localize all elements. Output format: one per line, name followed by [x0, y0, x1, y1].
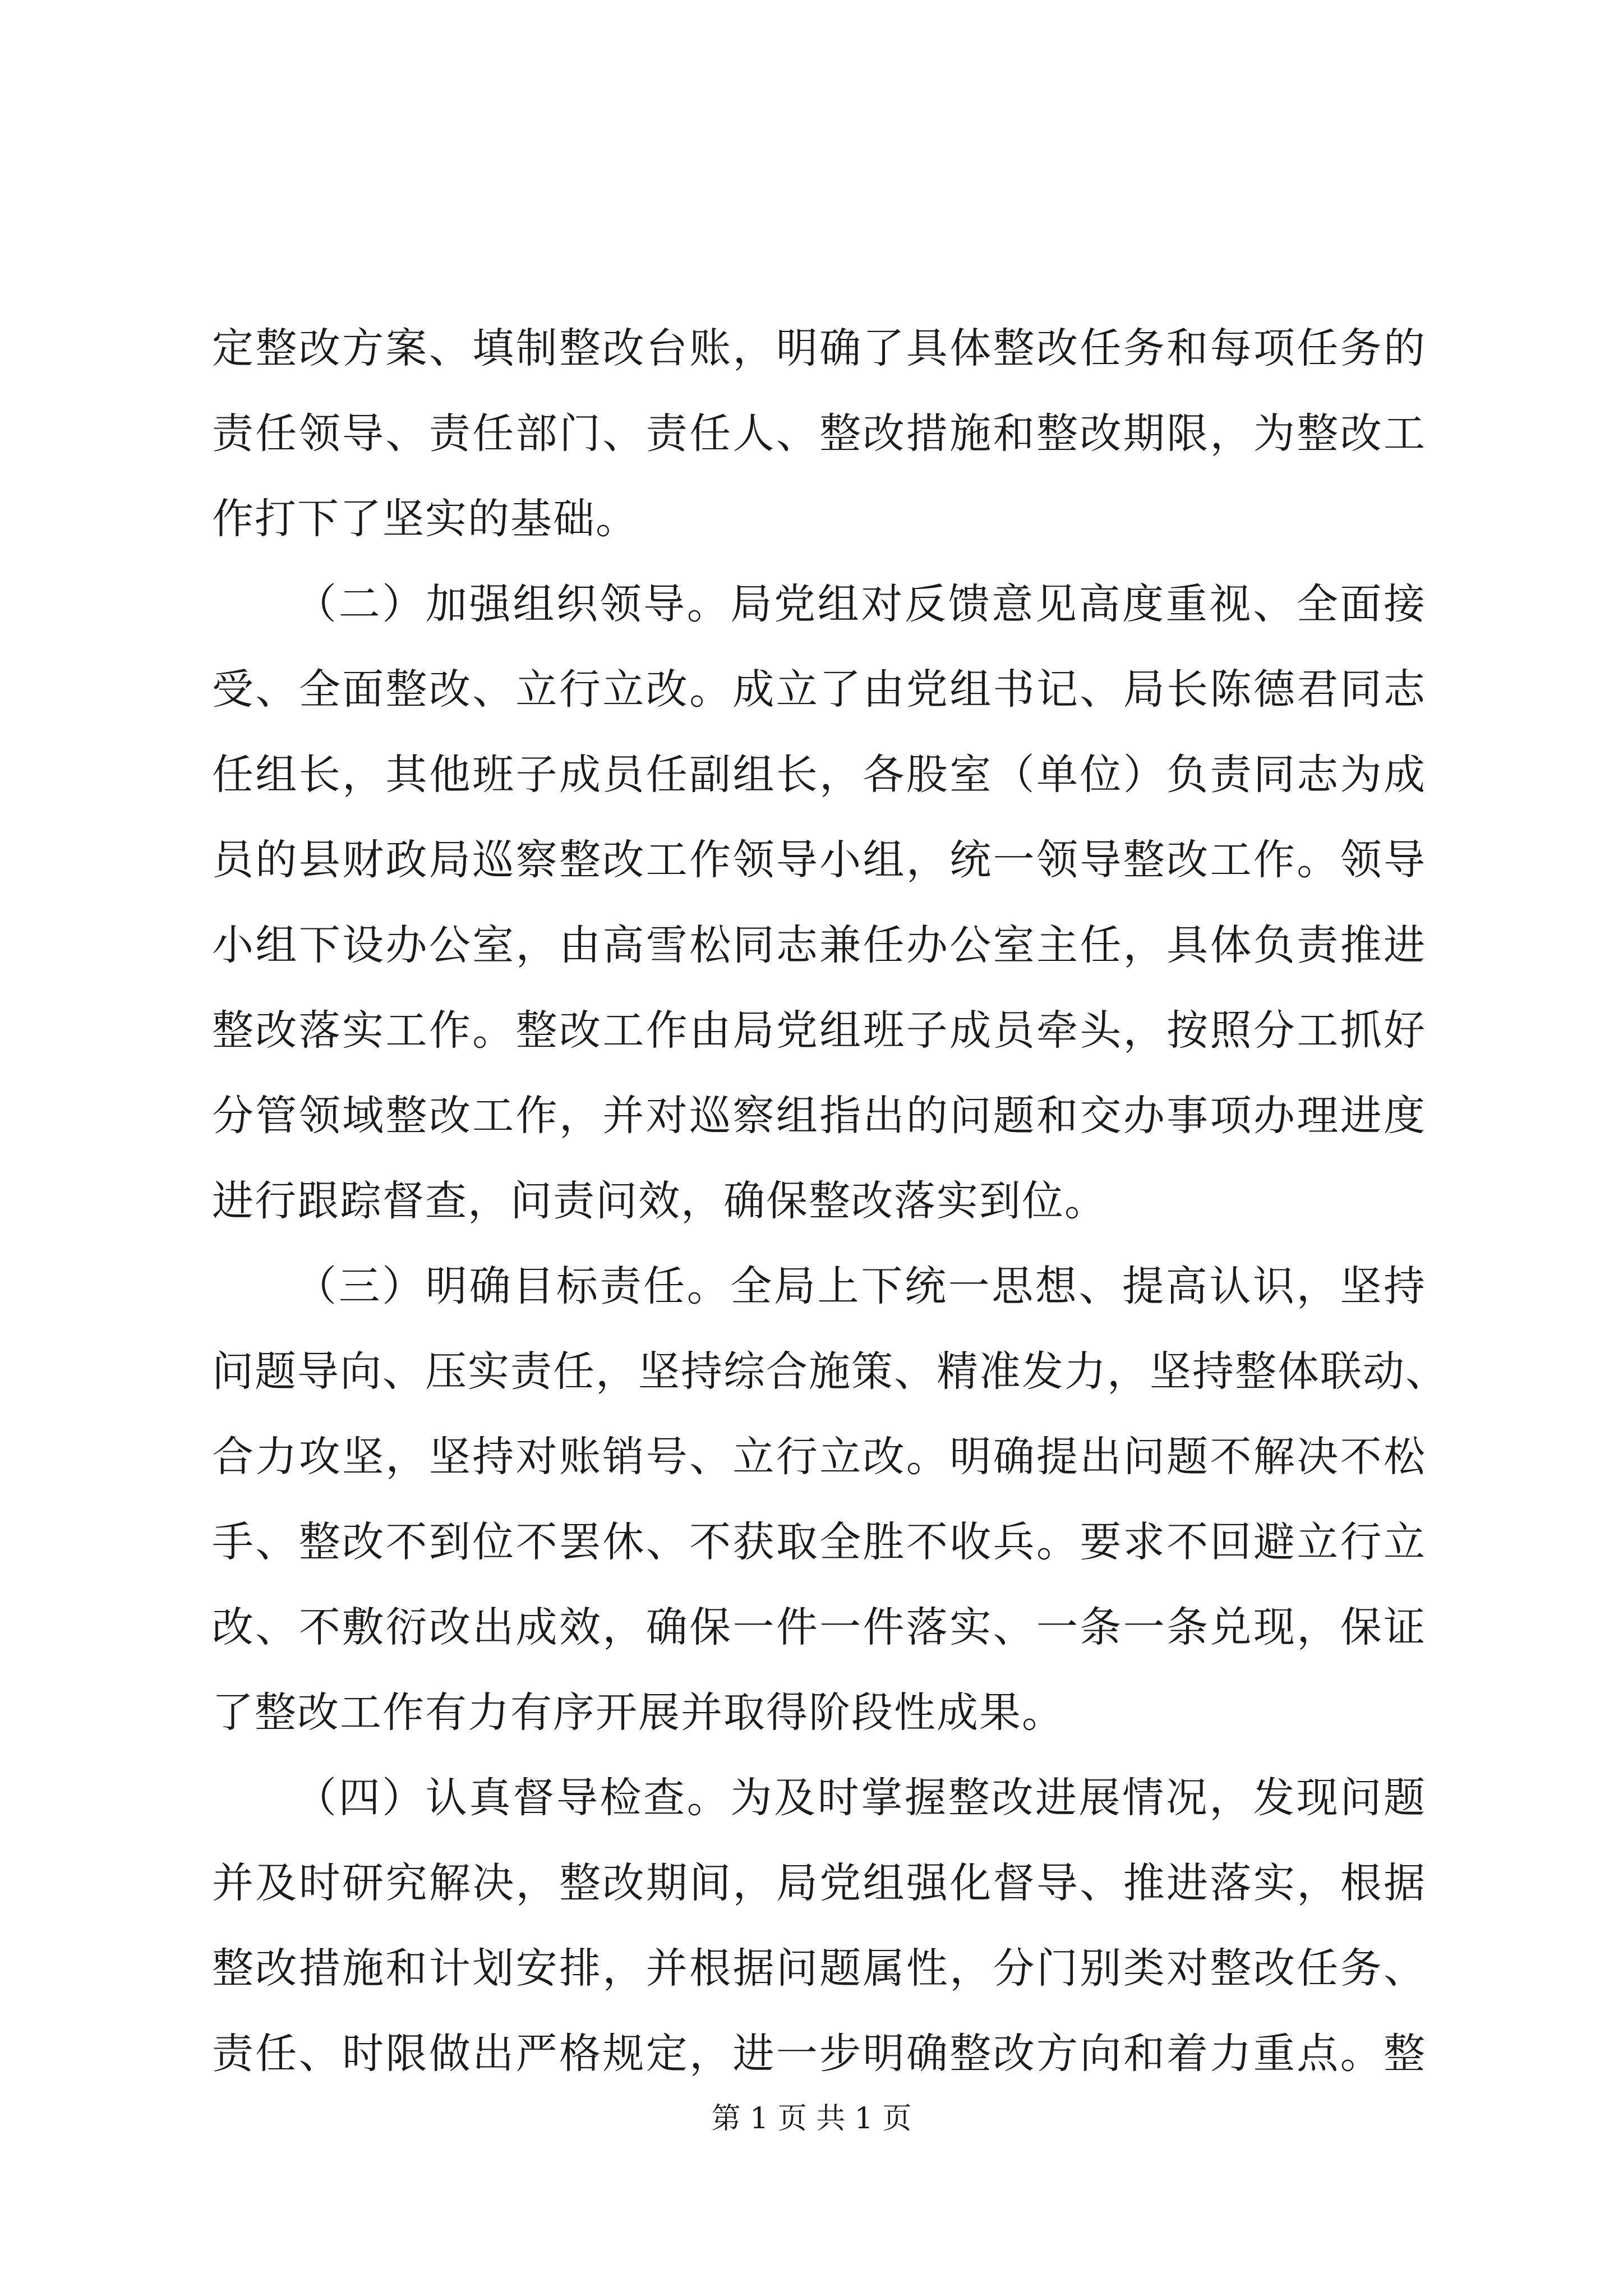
text-line: 责任、时限做出严格规定，进一步明确整改方向和着力重点。整: [212, 2030, 1426, 2078]
text-line: 改、不敷衍改出成效，确保一件一件落实、一条一条兑现，保证: [212, 1603, 1426, 1651]
text-line: 了整改工作有力有序开展并取得阶段性成果。: [212, 1688, 1064, 1737]
text-line: （三）明确目标责任。全局上下统一思想、提高认识，坚持: [295, 1262, 1426, 1310]
page-footer: [0, 2099, 1623, 2138]
text-line: 进行跟踪督查，问责问效，确保整改落实到位。: [212, 1177, 1107, 1225]
text-line: （二）加强组织领导。局党组对反馈意见高度重视、全面接: [295, 580, 1426, 628]
text-line: 作打下了坚实的基础。: [212, 495, 638, 543]
text-line: 分管领域整改工作，并对巡察组指出的问题和交办事项办理进度: [212, 1092, 1426, 1140]
text-line: 任组长，其他班子成员任副组长，各股室（单位）负责同志为成: [212, 751, 1426, 799]
paragraph: [212, 306, 1426, 562]
text-line: 受、全面整改、立行立改。成立了由党组书记、局长陈德君同志: [212, 665, 1426, 714]
text-line: 整改落实工作。整改工作由局党组班子成员牵头，按照分工抓好: [212, 1006, 1426, 1055]
paragraph: [212, 1244, 1448, 1755]
text-line: 并及时研究解决，整改期间，局党组强化督导、推进落实，根据: [212, 1859, 1426, 1907]
text-line: 定整改方案、填制整改台账，明确了具体整改任务和每项任务的: [212, 324, 1426, 372]
text-line: 整改措施和计划安排，并根据问题属性，分门别类对整改任务、: [212, 1944, 1426, 1993]
text-line: 手、整改不到位不罢休、不获取全胜不收兵。要求不回避立行立: [212, 1518, 1426, 1566]
text-line: 小组下设办公室，由高雪松同志兼任办公室主任，具体负责推进: [212, 921, 1426, 969]
paragraph: [212, 1755, 1426, 2096]
document-body: [212, 306, 1448, 2096]
text-line: 责任领导、责任部门、责任人、整改措施和整改期限，为整改工: [212, 409, 1426, 458]
text-line: 员的县财政局巡察整改工作领导小组，统一领导整改工作。领导: [212, 836, 1426, 884]
text-line: 问题导向、压实责任，坚持综合施策、精准发力，坚持整体联动、: [212, 1347, 1448, 1396]
page-number-label: 第 1 页 共 1 页: [711, 2102, 912, 2136]
text-line: （四）认真督导检查。为及时掌握整改进展情况，发现问题: [295, 1774, 1426, 1822]
text-line: 合力攻坚，坚持对账销号、立行立改。明确提出问题不解决不松: [212, 1433, 1426, 1481]
paragraph: [212, 562, 1426, 1244]
